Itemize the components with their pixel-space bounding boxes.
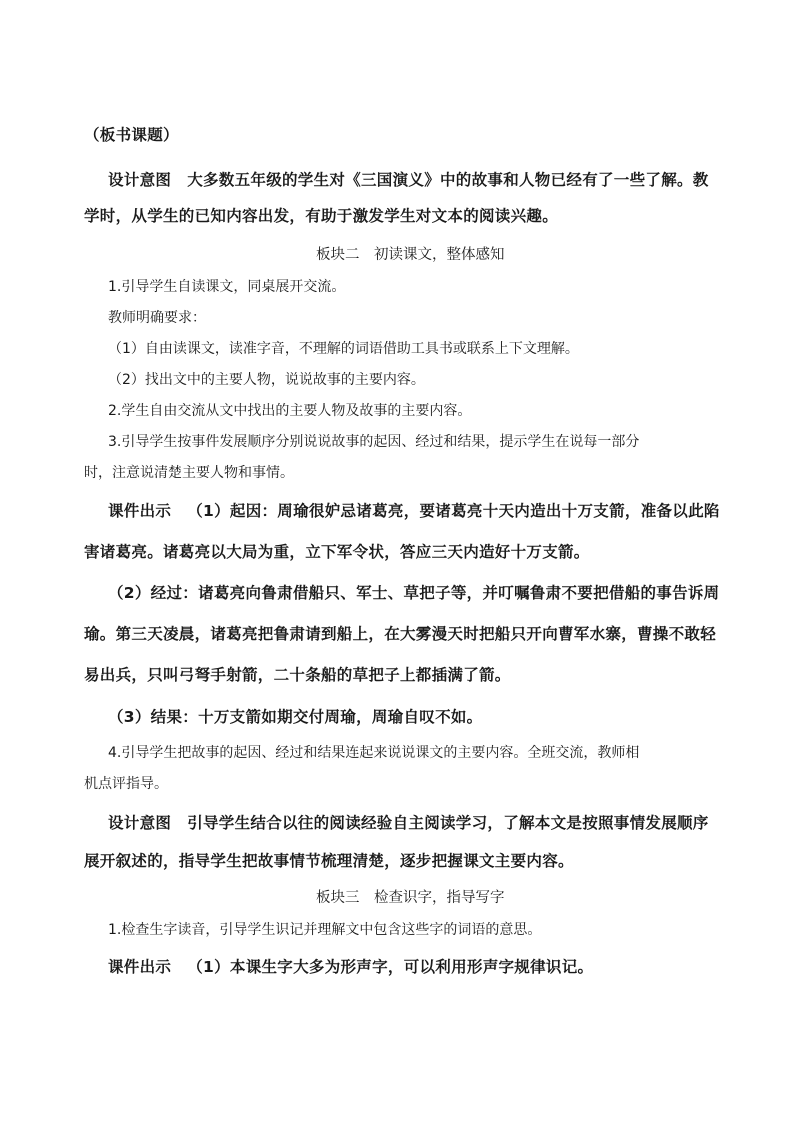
process-line3: 易出兵，只叫弓弩手射箭，二十条船的草把子上都插满了箭。 — [84, 666, 511, 684]
board-title: （板书课题） — [84, 126, 179, 144]
courseware-2 — [108, 956, 593, 978]
step-3-line1: 3.引导学生按事件发展顺序分别说说故事的起因、经过和结果，提示学生在说每一部分 — [108, 434, 640, 450]
design-intent-text: 大多数五年级的学生对《三国演义》中的故事和人物已经有了一些了解。教 — [187, 171, 709, 189]
design-intent-1-line1 — [108, 169, 709, 191]
step-4-line2: 机点评指导。 — [84, 776, 168, 792]
requirement-2: （2）找出文中的主要人物，说说故事的主要内容。 — [108, 372, 425, 388]
courseware-label: 课件出示 — [108, 502, 172, 520]
design-intent-label: 设计意图 — [108, 171, 172, 189]
step-4-line1: 4.引导学生把故事的起因、经过和结果连起来说说课文的主要内容。全班交流，教师相 — [108, 745, 640, 761]
design-intent-label: 设计意图 — [108, 814, 172, 832]
step-2: 2.学生自由交流从文中找出的主要人物及故事的主要内容。 — [108, 403, 472, 419]
step-1: 1.引导学生自读课文，同桌展开交流。 — [108, 279, 346, 295]
courseware-cause: （1）起因：周瑜很妒忌诸葛亮，要诸葛亮十天内造出十万支箭，准备以此陷 — [187, 502, 720, 520]
courseware-text: （1）本课生字大多为形声字，可以利用形声字规律识记。 — [187, 958, 594, 976]
section-2-heading: 板块二 初读课文，整体感知 — [316, 247, 505, 263]
design-intent-1-line2: 学时，从学生的已知内容出发，有助于激发学生对文本的阅读兴趣。 — [84, 207, 559, 225]
design-intent-2-line1 — [108, 812, 709, 834]
requirement-1: （1）自由读课文，读准字音，不理解的词语借助工具书或联系上下文理解。 — [108, 341, 579, 357]
courseware-1-line1 — [108, 500, 720, 522]
section-3-heading: 板块三 检查识字，指导写字 — [316, 890, 505, 906]
courseware-1-line2: 害诸葛亮。诸葛亮以大局为重，立下军令状，答应三天内造好十万支箭。 — [84, 543, 590, 561]
courseware-label: 课件出示 — [108, 958, 172, 976]
result-line: （3）结果：十万支箭如期交付周瑜，周瑜自叹不如。 — [108, 708, 483, 726]
design-intent-2-line2: 展开叙述的，指导学生把故事情节梳理清楚，逐步把握课文主要内容。 — [84, 852, 574, 870]
process-line1: （2）经过：诸葛亮向鲁肃借船只、军士、草把子等，并叮嘱鲁肃不要把借船的事告诉周 — [108, 584, 720, 602]
step-3-line2: 时，注意说清楚主要人物和事情。 — [84, 465, 294, 481]
process-line2: 瑜。第三天凌晨，诸葛亮把鲁肃请到船上，在大雾漫天时把船只开向曹军水寨，曹操不敢轻 — [84, 625, 717, 643]
teacher-requirement: 教师明确要求： — [108, 310, 206, 326]
design-intent-text: 引导学生结合以往的阅读经验自主阅读学习，了解本文是按照事情发展顺序 — [187, 814, 709, 832]
step-5: 1.检查生字读音，引导学生识记并理解文中包含这些字的词语的意思。 — [108, 922, 542, 938]
